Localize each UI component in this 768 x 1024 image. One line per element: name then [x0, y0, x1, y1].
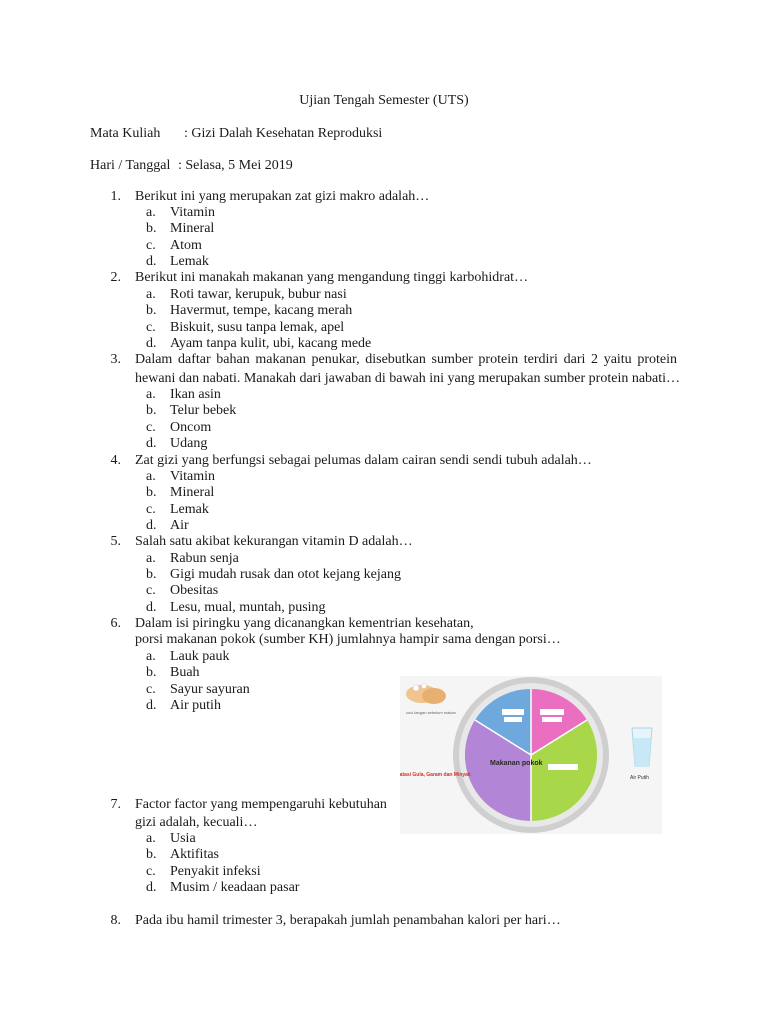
option-letter: a. — [146, 387, 156, 402]
sugar-salt-oil-label: Batasi Gula, Garam dan Minyak — [400, 772, 471, 778]
isi-piringku-figure — [400, 676, 662, 834]
question-text-continued: gizi adalah, kecuali… — [135, 815, 258, 830]
center-label: Makanan pokok — [490, 760, 543, 767]
option-letter: c. — [146, 583, 156, 598]
date-label: Hari / Tanggal — [90, 158, 171, 173]
hand-wash-icon — [406, 684, 446, 705]
option-letter: b. — [146, 567, 157, 582]
option-letter: b. — [146, 303, 157, 318]
option-text: Havermut, tempe, kacang merah — [170, 303, 353, 318]
question-text-continued: porsi makanan pokok (sumber KH) jumlahnya hampir sama dengan porsi… — [135, 632, 561, 647]
label-redacted — [502, 709, 524, 715]
plate-illustration — [400, 676, 662, 834]
label-redacted — [548, 764, 578, 770]
option-letter: d. — [146, 336, 157, 351]
water-label: Air Putih — [630, 775, 649, 781]
question-text: Berikut ini manakah makanan yang mengandung tinggi karbohidrat… — [135, 270, 529, 285]
option-letter: a. — [146, 469, 156, 484]
option-letter: a. — [146, 649, 156, 664]
option-letter: c. — [146, 420, 156, 435]
hand-caption: cuci tangan sebelum makan — [406, 710, 456, 715]
option-text: Ikan asin — [170, 387, 221, 402]
option-letter: c. — [146, 320, 156, 335]
option-letter: d. — [146, 436, 157, 451]
option-text: Rabun senja — [170, 551, 239, 566]
option-text: Lesu, mual, muntah, pusing — [170, 600, 326, 615]
date-value: : Selasa, 5 Mei 2019 — [178, 158, 293, 173]
option-letter: c. — [146, 682, 156, 697]
option-text: Air — [170, 518, 189, 533]
option-letter: b. — [146, 847, 157, 862]
option-text: Atom — [170, 238, 202, 253]
option-text: Vitamin — [170, 205, 216, 220]
option-text: Mineral — [170, 485, 215, 500]
option-letter: a. — [146, 551, 156, 566]
option-text: Lemak — [170, 254, 209, 269]
option-text: Aktifitas — [170, 847, 219, 862]
option-letter: b. — [146, 221, 157, 236]
option-text: Air putih — [170, 698, 221, 713]
question-text: Factor factor yang mempengaruhi kebutuhan — [135, 797, 387, 812]
option-text: Biskuit, susu tanpa lemak, apel — [170, 320, 345, 335]
water-glass-icon — [632, 728, 652, 766]
question-text: Salah satu akibat kekurangan vitamin D adalah… — [135, 534, 413, 549]
option-text: Obesitas — [170, 583, 219, 598]
question-number: 6. — [110, 616, 121, 631]
option-letter: a. — [146, 205, 156, 220]
option-letter: c. — [146, 238, 156, 253]
option-text: Lemak — [170, 502, 209, 517]
option-text: Buah — [170, 665, 200, 680]
question-number: 2. — [110, 270, 121, 285]
option-letter: d. — [146, 600, 157, 615]
option-letter: a. — [146, 287, 156, 302]
option-text: Usia — [170, 831, 196, 846]
option-letter: d. — [146, 698, 157, 713]
option-text: Oncom — [170, 420, 212, 435]
option-letter: c. — [146, 864, 156, 879]
option-text: Vitamin — [170, 469, 216, 484]
question-number: 4. — [110, 453, 121, 468]
option-letter: d. — [146, 880, 157, 895]
option-text: Roti tawar, kerupuk, bubur nasi — [170, 287, 347, 302]
course-label: Mata Kuliah — [90, 126, 161, 141]
question-text: Berikut ini yang merupakan zat gizi makro adalah… — [135, 189, 430, 204]
option-text: Ayam tanpa kulit, ubi, kacang mede — [170, 336, 372, 351]
course-value: : Gizi Dalah Kesehatan Reproduksi — [184, 126, 383, 141]
label-redacted — [540, 709, 564, 715]
option-text: Gigi mudah rusak dan otot kejang kejang — [170, 567, 401, 582]
option-text: Sayur sayuran — [170, 682, 250, 697]
option-text: Mineral — [170, 221, 215, 236]
option-letter: b. — [146, 665, 157, 680]
question-number: 5. — [110, 534, 121, 549]
option-text: Telur bebek — [170, 403, 237, 418]
option-letter: b. — [146, 403, 157, 418]
label-redacted — [542, 717, 562, 722]
question-text: Zat gizi yang berfungsi sebagai pelumas dalam cairan sendi sendi tubuh adalah… — [135, 453, 592, 468]
option-text: Musim / keadaan pasar — [170, 880, 300, 895]
question-number: 1. — [110, 189, 121, 204]
question-text: Pada ibu hamil trimester 3, berapakah jumlah penambahan kalori per hari… — [135, 913, 561, 928]
option-letter: a. — [146, 831, 156, 846]
option-letter: d. — [146, 254, 157, 269]
option-text: Lauk pauk — [170, 649, 230, 664]
question-number: 7. — [110, 797, 121, 812]
question-number: 8. — [110, 913, 121, 928]
label-redacted — [504, 717, 522, 722]
option-letter: b. — [146, 485, 157, 500]
option-text: Udang — [170, 436, 208, 451]
question-text: Dalam daftar bahan makanan penukar, disebutkan sumber protein terdiri dari 2 yaitu protein — [135, 352, 677, 367]
question-text-continued: hewani dan nabati. Manakah dari jawaban di bawah ini yang merupakan sumber protein nabati… — [135, 371, 681, 386]
option-letter: d. — [146, 518, 157, 533]
page-title: Ujian Tengah Semester (UTS) — [299, 93, 469, 108]
question-text: Dalam isi piringku yang dicanangkan kementrian kesehatan, — [135, 616, 474, 631]
option-text: Penyakit infeksi — [170, 864, 261, 879]
question-number: 3. — [110, 352, 121, 367]
option-letter: c. — [146, 502, 156, 517]
